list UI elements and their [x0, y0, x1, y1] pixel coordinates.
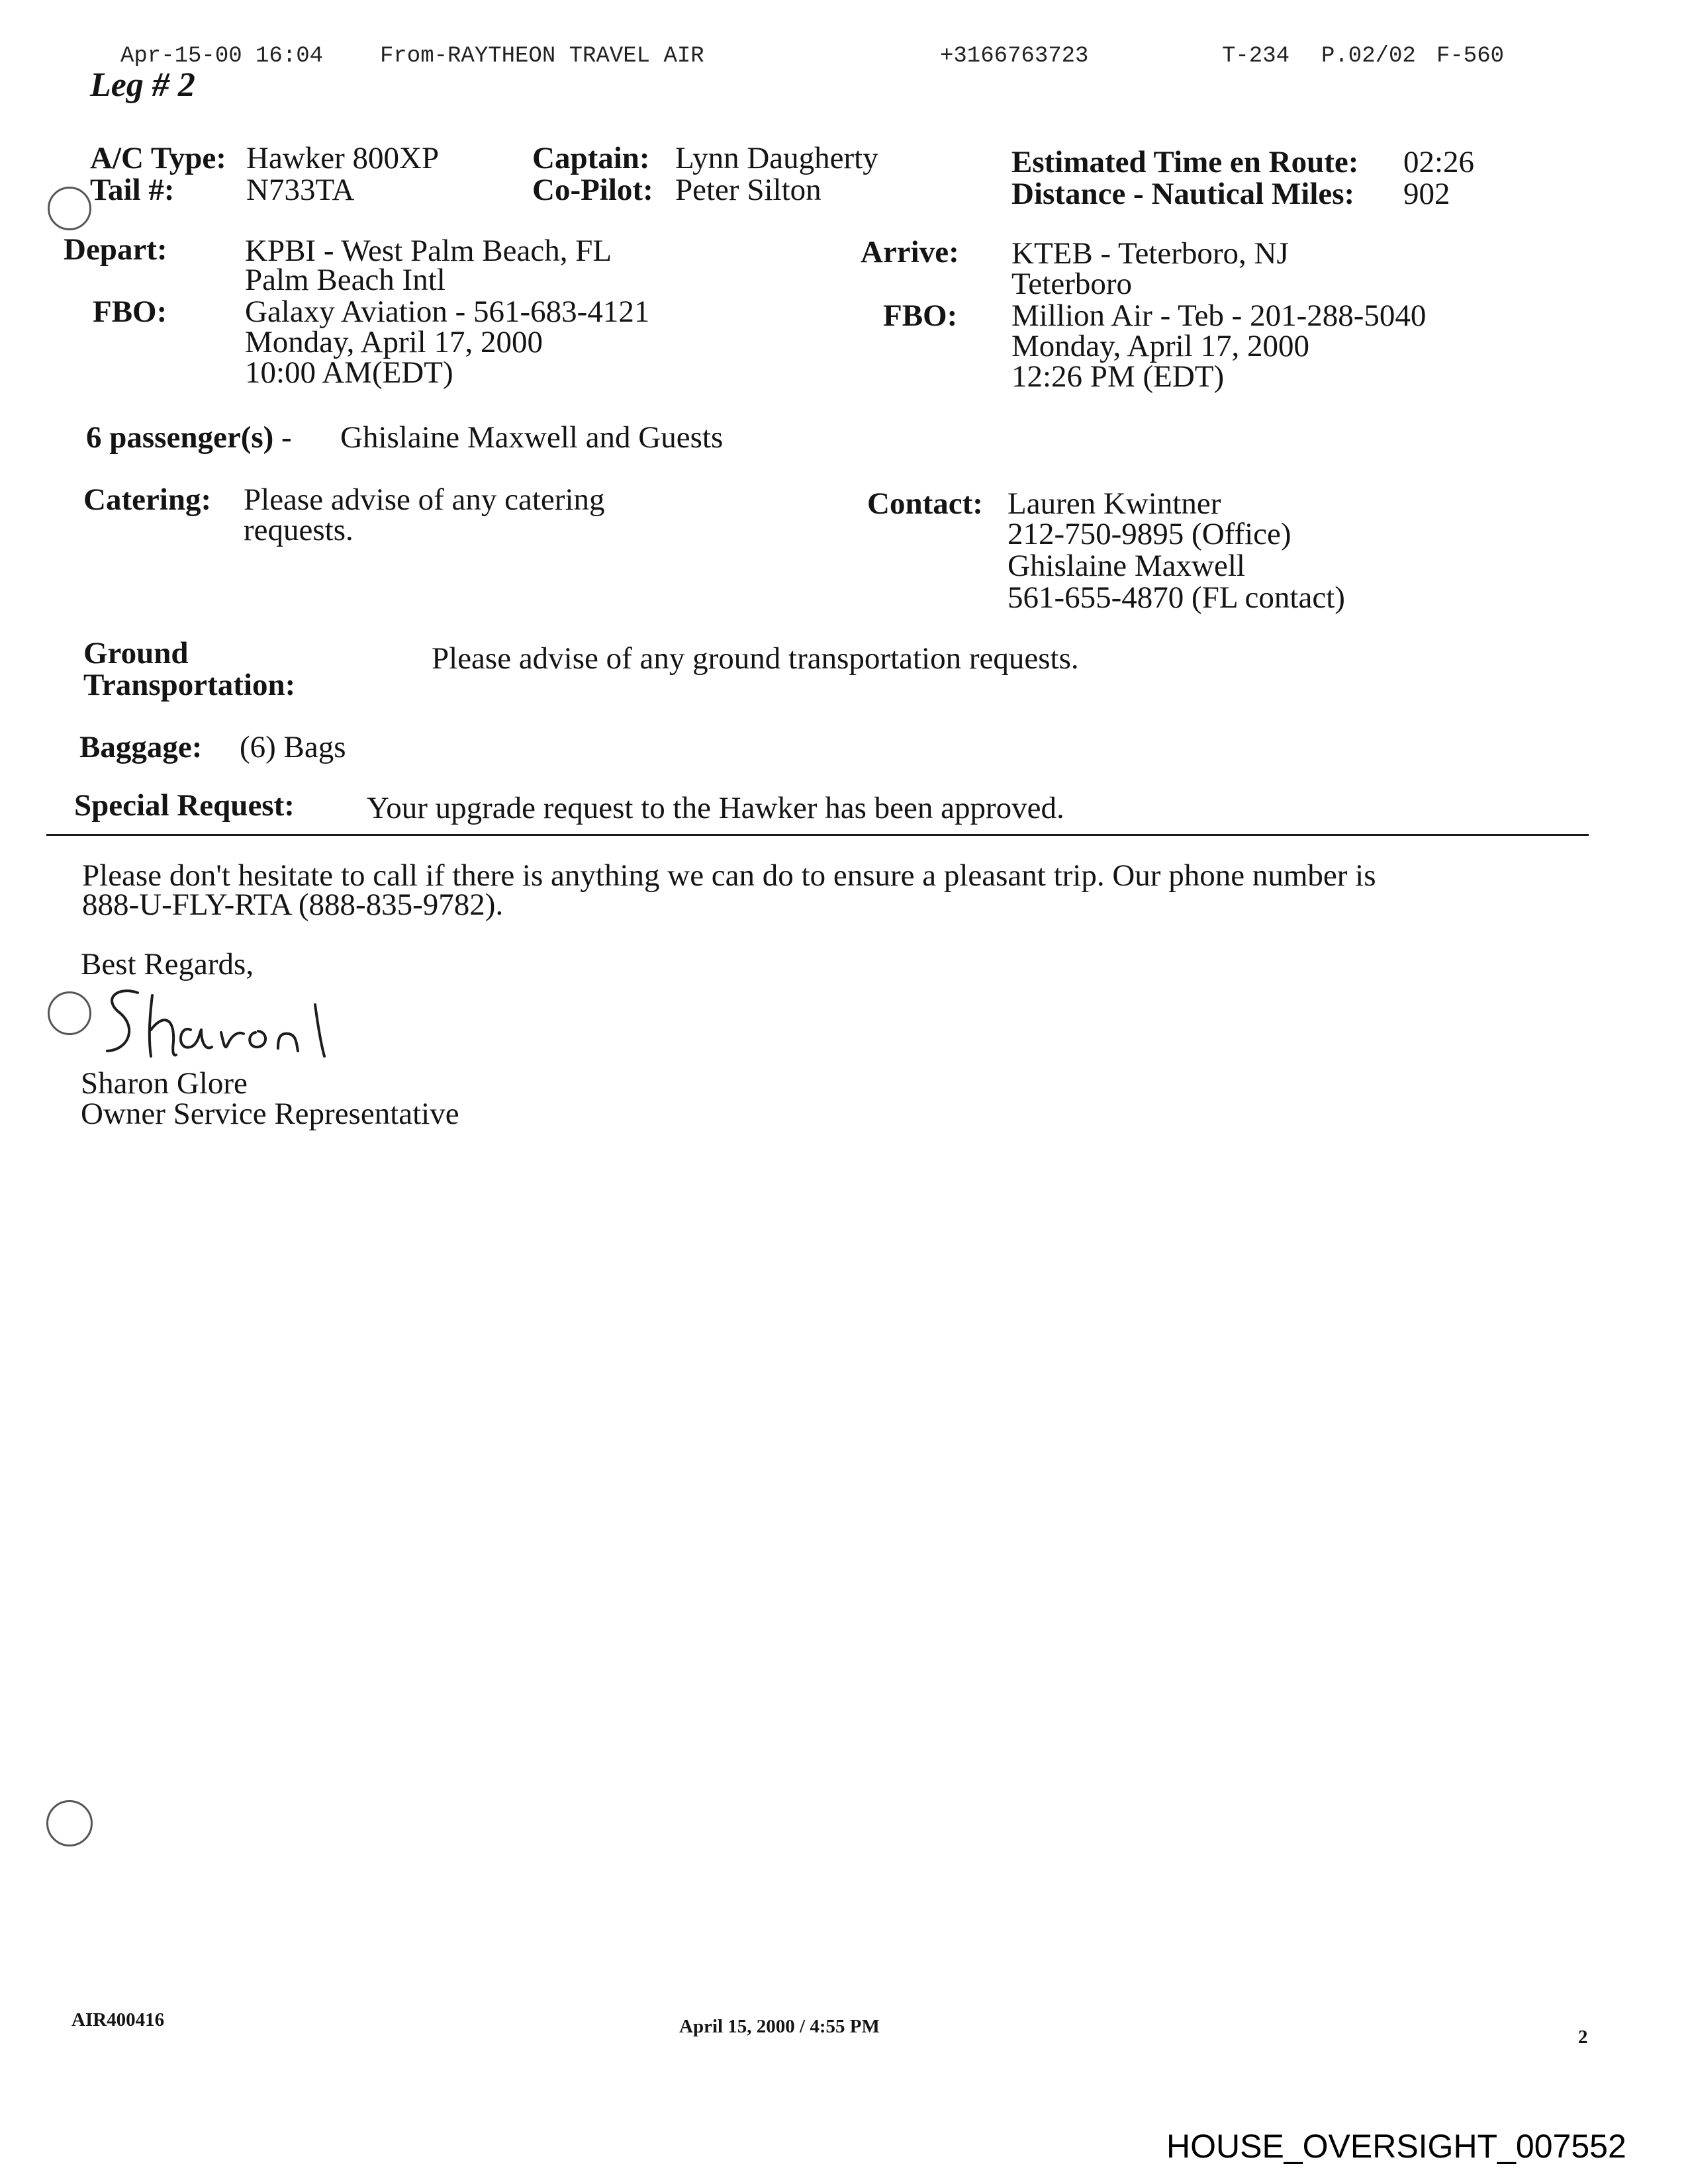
fax-t-code: T-234 — [1222, 44, 1290, 69]
ground-value: Please advise of any ground transportation requests. — [432, 641, 1079, 676]
special-request-value: Your upgrade request to the Hawker has been approved. — [367, 791, 1064, 825]
tail-value: N733TA — [246, 173, 355, 207]
leg-number: Leg # 2 — [90, 66, 195, 104]
punch-hole-bottom — [46, 1800, 93, 1846]
distance-value: 902 — [1403, 177, 1450, 211]
signature — [91, 978, 409, 1071]
arrive-time: 12:26 PM (EDT) — [1011, 359, 1225, 394]
ground-label-2: Transportation: — [83, 668, 296, 702]
punch-hole-top — [48, 187, 91, 230]
fax-page: P.02/02 — [1321, 44, 1416, 69]
ac-type-value: Hawker 800XP — [246, 141, 440, 175]
depart-date: Monday, April 17, 2000 — [245, 325, 543, 359]
depart-fbo: Galaxy Aviation - 561-683-4121 — [245, 295, 650, 329]
fax-phone: +3166763723 — [940, 44, 1089, 69]
tail-label: Tail #: — [90, 173, 175, 207]
passengers-label: 6 passenger(s) - — [86, 420, 292, 455]
arrive-airport-name: Teterboro — [1011, 267, 1133, 301]
contact-line-4: 561-655-4870 (FL contact) — [1008, 580, 1345, 615]
signer-name: Sharon Glore — [81, 1066, 248, 1101]
catering-label: Catering: — [83, 482, 212, 517]
copilot-value: Peter Silton — [675, 173, 821, 207]
catering-line-1: Please advise of any catering — [244, 482, 605, 517]
closing-line-2: 888-U-FLY-RTA (888-835-9782). — [82, 887, 504, 922]
copilot-label: Co-Pilot: — [532, 173, 653, 207]
ete-label: Estimated Time en Route: — [1011, 145, 1359, 179]
distance-label: Distance - Nautical Miles: — [1011, 177, 1355, 211]
page-number: 2 — [1578, 2026, 1588, 2048]
fax-from: From-RAYTHEON TRAVEL AIR — [380, 44, 704, 69]
arrive-fbo-label: FBO: — [883, 298, 958, 333]
contact-line-1: Lauren Kwintner — [1008, 486, 1221, 521]
punch-hole-signature — [48, 991, 91, 1035]
passengers-value: Ghislaine Maxwell and Guests — [340, 420, 724, 455]
depart-fbo-label: FBO: — [93, 295, 167, 329]
contact-label: Contact: — [867, 486, 983, 521]
best-regards: Best Regards, — [81, 947, 254, 981]
closing-line-1: Please don't hesitate to call if there is anything we can do to ensure a pleasant trip. Our phone number is — [82, 858, 1376, 893]
print-timestamp: April 15, 2000 / 4:55 PM — [679, 2016, 880, 2037]
catering-line-2: requests. — [244, 513, 353, 547]
section-divider — [46, 834, 1589, 836]
bates-number: HOUSE_OVERSIGHT_007552 — [1166, 2128, 1626, 2165]
special-request-label: Special Request: — [74, 788, 295, 823]
fax-f-code: F-560 — [1436, 44, 1505, 69]
arrive-airport: KTEB - Teterboro, NJ — [1011, 236, 1289, 271]
depart-label: Depart: — [64, 232, 167, 267]
arrive-fbo: Million Air - Teb - 201-288-5040 — [1011, 298, 1427, 333]
depart-time: 10:00 AM(EDT) — [245, 355, 453, 390]
arrive-label: Arrive: — [861, 235, 959, 269]
contact-line-2: 212-750-9895 (Office) — [1008, 517, 1291, 551]
signer-title: Owner Service Representative — [81, 1097, 459, 1131]
ete-value: 02:26 — [1403, 145, 1475, 179]
arrive-date: Monday, April 17, 2000 — [1011, 329, 1309, 363]
captain-value: Lynn Daugherty — [675, 141, 878, 175]
captain-label: Captain: — [532, 141, 650, 175]
fax-date-time: Apr-15-00 16:04 — [120, 44, 324, 69]
ac-type-label: A/C Type: — [90, 141, 226, 175]
document-reference: AIR400416 — [71, 2009, 165, 2030]
depart-airport: KPBI - West Palm Beach, FL — [245, 234, 612, 268]
ground-label-1: Ground — [83, 636, 189, 670]
baggage-label: Baggage: — [79, 730, 203, 764]
baggage-value: (6) Bags — [240, 730, 346, 764]
depart-airport-name: Palm Beach Intl — [245, 263, 445, 297]
contact-line-3: Ghislaine Maxwell — [1008, 549, 1245, 583]
